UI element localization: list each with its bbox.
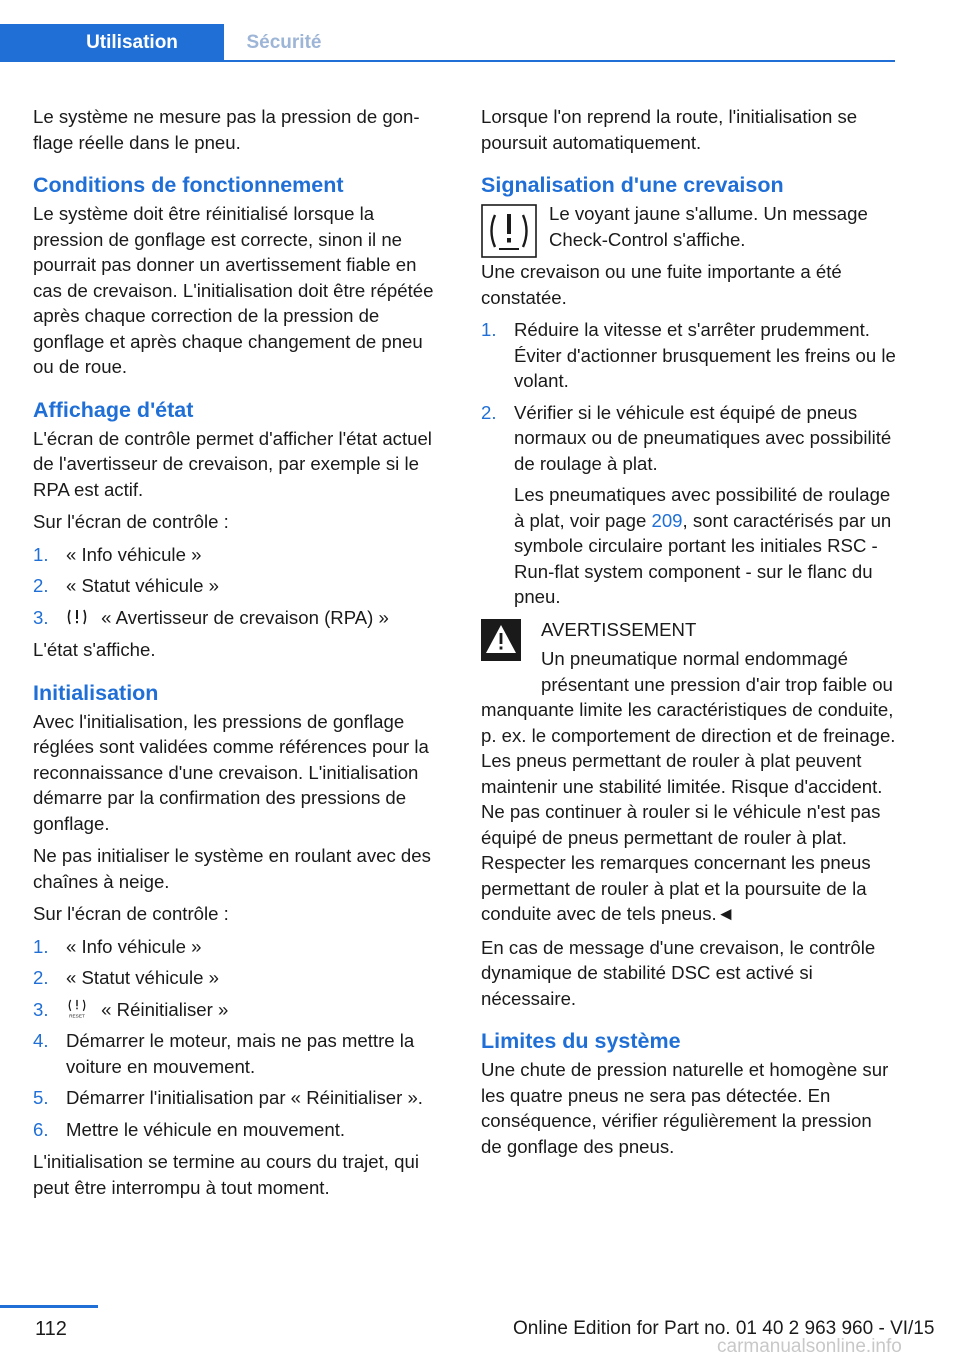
- step-number: 2.: [481, 401, 497, 423]
- initialisation-end-paragraph: L'initialisation se termine au cours du trajet, qui peut être interrompu à tout moment.: [33, 1151, 419, 1198]
- edition-info: Online Edition for Part no. 01 40 2 963 960 - VI/15: [513, 1318, 935, 1339]
- svg-text:RESET: RESET: [69, 1014, 85, 1019]
- step-text: « Statut véhicule »: [66, 575, 219, 596]
- heading-limites: Limites du système: [481, 1029, 681, 1053]
- right-column: [481, 104, 897, 1166]
- limites-paragraph: Une chute de pression naturelle et homogène sur les quatre pneus ne sera pas détectée. En conséquence, vérifier régulièrement la pression de gonflage des pneus.: [481, 1059, 889, 1157]
- indicator-paragraph: Le voyant jaune s'allume. Un message Check-Control s'affiche.: [549, 203, 868, 250]
- tire-warning-icon: [66, 607, 88, 627]
- leak-paragraph: Une crevaison ou une fuite importante a été constatée.: [481, 261, 842, 308]
- list-item: [481, 317, 897, 394]
- tire-warning-icon: [481, 201, 549, 259]
- warning-title: AVERTISSEMENT: [541, 618, 697, 640]
- rsc-paragraph: Les pneumatiques avec possibilité de roulage à plat, voir page 209, sont caractérisés par un symbole circulaire portant les initiales RSC - Run-flat system component - sur le flanc du pneu.: [514, 484, 892, 607]
- list-item: [33, 1085, 448, 1111]
- puncture-steps-list: [481, 317, 897, 610]
- tab-utilisation[interactable]: Utilisation: [0, 24, 224, 62]
- page-link[interactable]: 209: [651, 509, 683, 531]
- watermark: carmanualsonline.info: [717, 1336, 902, 1357]
- list-item: [33, 1028, 448, 1079]
- affichage-paragraph: L'écran de contrôle permet d'afficher l'état actuel de l'avertisseur de crevaison, par exemple si le RPA est actif.: [33, 427, 432, 500]
- step-number: 3.: [33, 998, 49, 1020]
- initialisation-paragraph: Avec l'initialisation, les pressions de gonflage réglées sont validées comme références pour la reconnaissance d'une crevaison. L'initialisation démarre par la confirmation des pressions de gonflage.: [33, 710, 429, 834]
- step-text: Démarrer le moteur, mais ne pas mettre la voiture en mouvement.: [66, 1030, 415, 1077]
- tab-securite[interactable]: Sécurité: [246, 32, 322, 53]
- step-number: 6.: [33, 1118, 49, 1140]
- step-number: 1.: [481, 319, 497, 340]
- step-number: 5.: [33, 1087, 49, 1108]
- list-item: [33, 965, 448, 991]
- heading-conditions: Conditions de fonctionnement: [33, 173, 344, 197]
- list-item: [33, 542, 448, 568]
- step-text: « Info véhicule »: [66, 935, 202, 957]
- warning-notice: [481, 617, 897, 927]
- status-displayed: L'état s'affiche.: [33, 639, 156, 660]
- screen-instruction: Sur l'écran de contrôle :: [33, 511, 229, 532]
- step-text: « Réinitialiser »: [101, 998, 229, 1020]
- intro-paragraph: Le système ne mesure pas la pression de gonflage réelle dans le pneu.: [33, 106, 420, 153]
- step-number: 2.: [33, 575, 49, 596]
- step-number: 3.: [33, 606, 49, 628]
- snow-chains-paragraph: Ne pas initialiser le système en roulant avec des chaînes à neige.: [33, 845, 431, 892]
- step-number: 2.: [33, 967, 49, 988]
- step-text: Vérifier si le véhicule est équipé de pneus normaux ou de pneumatiques avec possibilité de roulage à plat.: [514, 401, 892, 474]
- tire-reset-icon: [66, 999, 88, 1019]
- indicator-notice: [481, 201, 897, 310]
- page-header: [0, 0, 960, 62]
- heading-initialisation: Initialisation: [33, 680, 159, 705]
- step-text: Mettre le véhicule en mouvement.: [66, 1118, 346, 1140]
- header-divider: [0, 60, 895, 62]
- list-item: [33, 997, 448, 1023]
- resume-paragraph: Lorsque l'on reprend la route, l'initialisation se poursuit automatiquement.: [481, 106, 858, 153]
- step-text: « Avertisseur de crevaison (RPA) »: [101, 606, 389, 628]
- warning-text: Un pneumatique normal endommagé présentant une pression d'air trop faible ou manquante limite les caractéristiques de conduite, p. ex. le comportement de direction et de freinage. Les pneus permettant de rouler à plat peuvent maintenir une stabilité limitée. Risque d'accident. Ne pas continuer à rouler si le véhicule n'est pas équipé de pneus permettant de rouler à plat. Respecter les remarques concernant les pneus permettant de rouler à plat et la poursuite de la conduite avec de tels pneus.◄: [481, 648, 896, 924]
- step-text: Réduire la vitesse et s'arrêter prudemment. Éviter d'actionner brusquement les freins ou le volant.: [514, 319, 896, 391]
- warning-triangle-icon: [481, 619, 541, 679]
- heading-affichage: Affichage d'état: [33, 397, 194, 422]
- left-column: [33, 104, 448, 1207]
- list-item: [33, 605, 448, 631]
- list-item: [33, 573, 448, 599]
- list-item: [33, 934, 448, 960]
- page-number: 112: [35, 1318, 67, 1340]
- list-item: [481, 400, 897, 610]
- reset-steps-list: [33, 934, 448, 1143]
- step-number: 4.: [33, 1030, 49, 1051]
- list-item: [33, 1117, 448, 1143]
- step-text: « Statut véhicule »: [66, 967, 219, 988]
- screen-instruction: Sur l'écran de contrôle :: [33, 903, 229, 924]
- step-text: Démarrer l'initialisation par « Réinitialiser ».: [66, 1087, 423, 1108]
- status-steps-list: [33, 542, 448, 631]
- conditions-paragraph: Le système doit être réinitialisé lorsque la pression de gonflage est correcte, sinon il ne pourrait pas donner un avertissement fiable en cas de crevaison. L'initialisation doit être répétée après chaque correction de la pression de gonflage et après chaque changement de pneu ou de roue.: [33, 203, 434, 377]
- step-number: 1.: [33, 935, 49, 957]
- step-number: 1.: [33, 543, 49, 565]
- footer-divider: [0, 1305, 98, 1308]
- dsc-paragraph: En cas de message d'une crevaison, le contrôle dynamique de stabilité DSC est activé si nécessaire.: [481, 936, 876, 1009]
- step-text: « Info véhicule »: [66, 543, 202, 565]
- heading-signalisation: Signalisation d'une crevaison: [481, 173, 784, 197]
